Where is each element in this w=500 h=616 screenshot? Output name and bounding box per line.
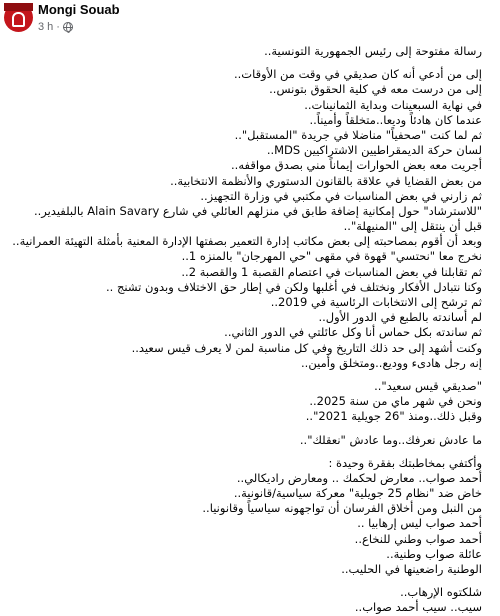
post-text-line: "صديقي قيس سعيد".. (374, 378, 482, 393)
post-text-line: أحمد صواب ليس إرهابيا .. (357, 516, 482, 531)
post-text-line: أحمد صواب.. معارض لحكمك .. ومعارض راديكالي.. (236, 470, 482, 485)
post-header (0, 0, 500, 40)
post-text-line: "للاسترشاد" حول إمكانية إضافة طابق في منزلهم العائلي في شارع Alain Savary بالبلفيدير.. (33, 203, 482, 218)
post-text-line: نخرج معا "نحتسي" قهوة في مقهى "حي المهرجان" بالمنزه 1.. (181, 249, 482, 264)
post-body (12, 44, 482, 616)
paragraph-gap (12, 371, 482, 379)
paragraph-gap (12, 448, 482, 456)
avatar-glyph (12, 12, 25, 27)
post-text-line: ثم لما كنت "صحفياً" مناضلا في جريدة "المستقبل".. (234, 127, 482, 142)
post-text-line: لم أساندته بالطبع في الدور الأول.. (318, 310, 482, 325)
post-text-line: ثم ترشح إلى الانتخابات الرئاسية في 2019.. (270, 295, 482, 309)
post-text-line: في نهاية السبعينات وبداية الثمانينات.. (304, 97, 482, 112)
avatar-stripe (4, 3, 33, 11)
paragraph-gap (12, 59, 482, 67)
post-text-line: عائلة صواب وطنية.. (386, 546, 482, 561)
post-text-line: قبل أن ينتقل إلى "المنيهلة".. (343, 219, 482, 234)
post-text-line: خاض ضد "نظام 25 جويلية" معركة سياسية/قانونية.. (233, 486, 482, 501)
post-text-line: ثم تقابلنا في بعض المناسبات في اعتصام القصبة 1 والقصبة 2.. (181, 264, 482, 279)
post-text-line: لسان حركة الديمقراطيين الاشتراكيين MDS.. (266, 143, 482, 158)
post-text-line: وقبل ذلك..ومنذ "26 جويلية 2021".. (305, 409, 482, 424)
globe-icon[interactable] (63, 22, 73, 32)
post-text-line: أحمد صواب وطني للنخاع.. (354, 531, 482, 546)
post-text-line: وكنا نتبادل الأفكار ونختلف في أغلبها ولكن في إطار حق الاختلاف وبدون تشنج .. (106, 279, 482, 294)
post-text-line: إنه رجل هادىء ووديع..ومتخلق وأمين.. (301, 355, 482, 370)
author-avatar[interactable] (4, 3, 33, 32)
post-timestamp[interactable]: 3 h (38, 21, 54, 33)
paragraph-gap (12, 577, 482, 585)
post-text-line: وكنت أشهد إلى حد ذلك التاريخ وفي كل مناسبة لمن لا يعرف قيس سعيد.. (131, 340, 482, 355)
post-text-line: ثم ساندته بكل حماس أنا وكل عائلتي في الدور الثاني.. (224, 325, 482, 340)
post-text-line: رسالة مفتوحة إلى رئيس الجمهورية التونسية.. (264, 44, 482, 58)
post-text-line: شلكتوه الإرهاب.. (400, 585, 482, 600)
post-text-line: وأكتفي بمخاطبتك بفقرة وحيدة : (328, 455, 482, 470)
post-text-line: سيب.. سيب أحمد صواب.. (354, 600, 482, 615)
post-text-line: الوطنية راضعينها في الحليب.. (341, 562, 482, 576)
post-text-line: من بعض القضايا في علاقة بالقانون الدستوري والأنظمة الانتخابية.. (170, 173, 482, 188)
post-text-line: عندما كان هادئاً وديعا..متخلقاً وأميناً.. (309, 112, 482, 127)
paragraph-gap (12, 425, 482, 433)
post-text-line: من النبل ومن أخلاق الفرسان أن تواجهونه سياسياً وقانونيا.. (202, 501, 482, 516)
post-text-line: ونحن في شهر ماي من سنة 2025.. (309, 394, 482, 409)
post-text-line: أجريت معه بعض الحوارات إيماناً مني بصدق مواقفه.. (231, 158, 482, 173)
meta-separator: · (56, 21, 60, 33)
author-name[interactable]: Mongi Souab (38, 2, 120, 17)
post-text-line: وبعد أن أقوم بمصاحبته إلى بعض مكاتب إدارة التعمير بصفتها الإدارة المعنية بأمثلة التهيئة العمرانية.. (12, 234, 482, 249)
post-text-line: إلى من درست معه في كلية الحقوق بتونس.. (269, 82, 482, 97)
post-meta (38, 20, 73, 34)
post-text-line: ما عادش نعرفك..وما عادش "نعقلك".. (299, 432, 482, 447)
post-text-line: ثم زارني في بعض المناسبات في مكتبي في وزارة التجهيز.. (200, 188, 482, 203)
post-text-line: إلى من أدعي أنه كان صديقي في وقت من الأوقات.. (233, 67, 482, 82)
